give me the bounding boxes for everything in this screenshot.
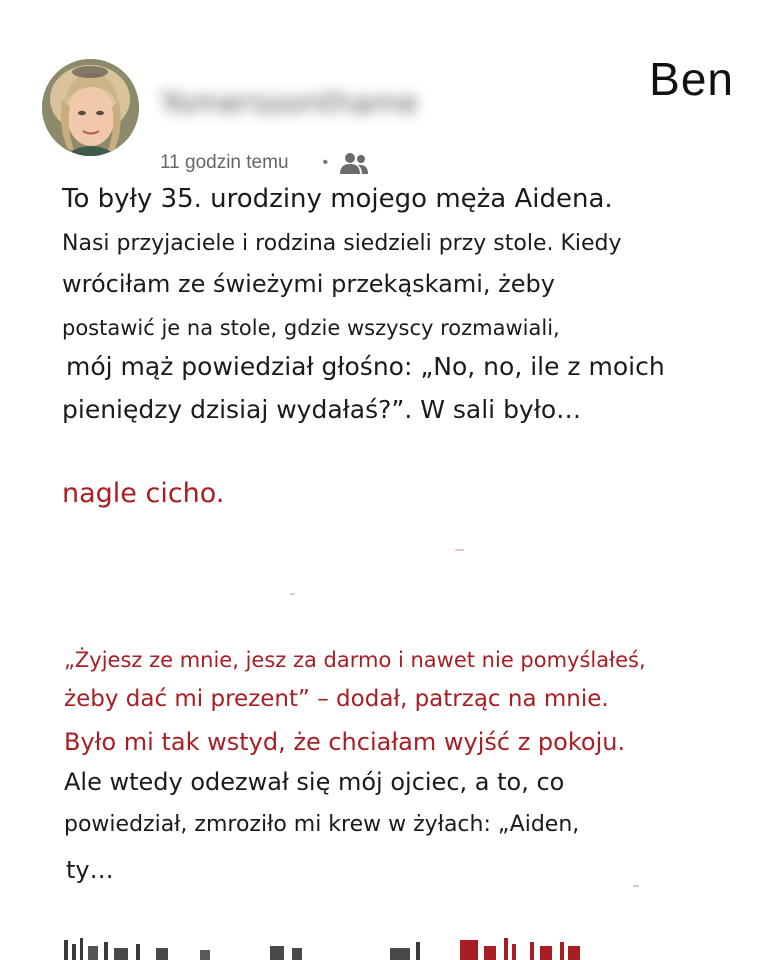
story-line: ty… [66,856,114,884]
speck [455,549,464,551]
story-line-highlight: żeby dać mi prezent” – dodał, patrząc na mnie. [64,686,609,712]
story-line: Ale wtedy odezwał się mój ojciec, a to, co [64,768,565,796]
timestamp[interactable]: 11 godzin temu [160,152,289,173]
corner-name: Ben [649,53,734,105]
cut-off-text-fragment [60,930,720,960]
story-line-highlight: „Żyjesz ze mnie, jesz za darmo i nawet nie pomyślałeś, [64,648,646,672]
avatar-photo [42,59,139,156]
separator-dot: • [322,154,329,171]
story-line: To były 35. urodziny mojego męża Aidena. [62,184,613,214]
post-meta [160,150,370,176]
story-line: wróciłam ze świeżymi przekąskami, żeby [62,270,555,298]
author-name[interactable]: Yomerssonthame [160,86,419,121]
story-line: Nasi przyjaciele i rodzina siedzieli przy stole. Kiedy [62,231,622,256]
people-icon[interactable] [338,150,370,176]
speck [290,593,295,595]
story-line: postawić je na stole, gdzie wszyscy rozmawiali, [62,316,560,340]
story-line: mój mąż powiedział głośno: „No, no, ile z moich [66,352,665,381]
speck [633,885,639,887]
story-line: powiedział, zmroziło mi krew w żyłach: „Aiden, [64,812,580,837]
story-line-highlight: Było mi tak wstyd, że chciałam wyjść z pokoju. [64,728,626,756]
story-line: pieniędzy dzisiaj wydałaś?”. W sali było… [62,395,582,424]
story-line-highlight: nagle cicho. [62,478,225,509]
avatar[interactable] [42,59,139,156]
